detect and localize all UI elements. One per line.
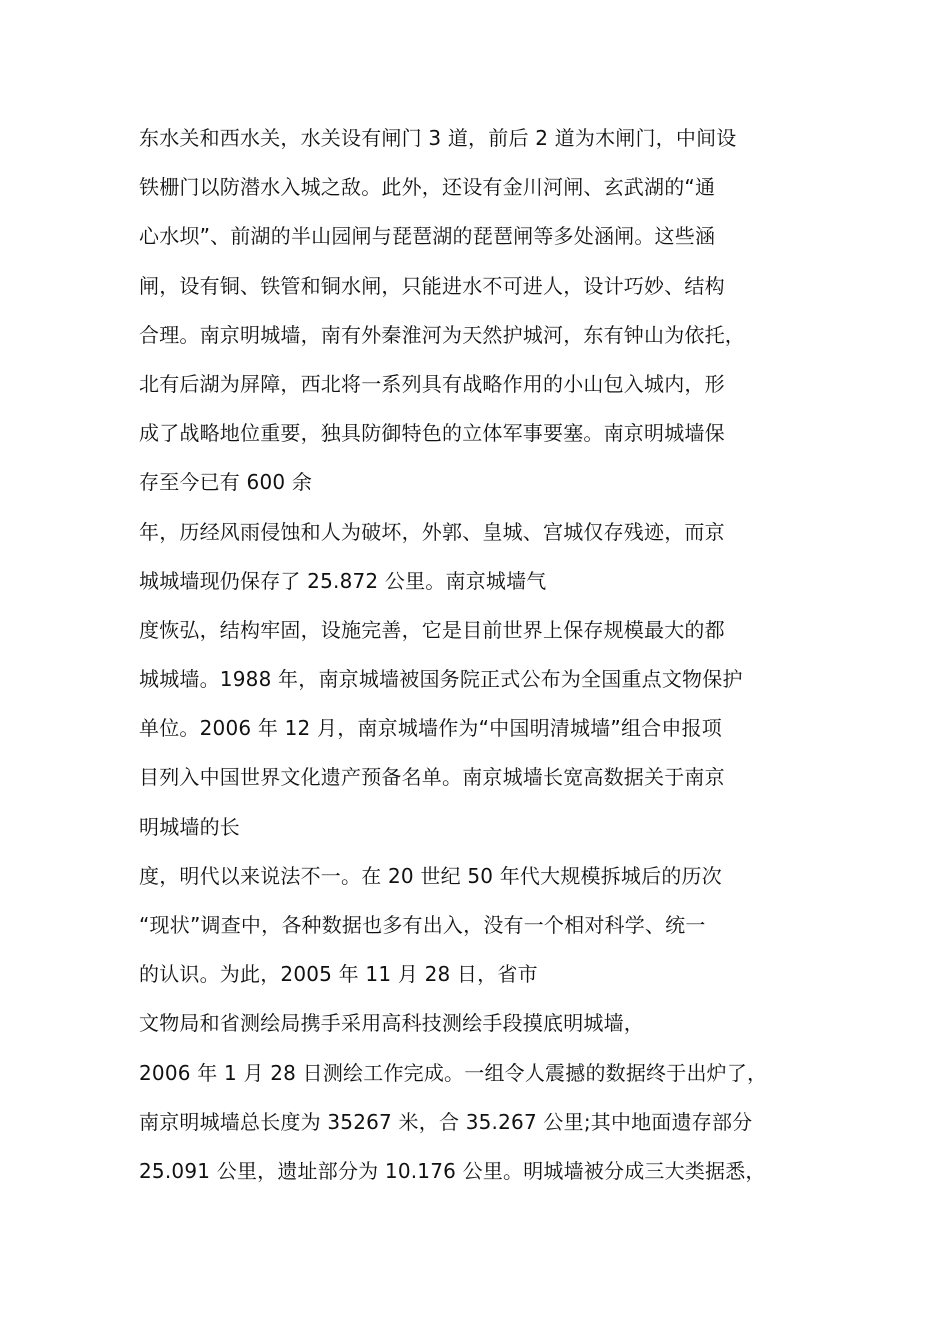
text-line: 铁栅门以防潜水入城之敌。此外，还设有金川河闸、玄武湖的“通 [139,175,716,200]
text-line: 度，明代以来说法不一。在 20 世纪 50 年代大规模拆城后的历次 [139,863,722,888]
text-line: 存至今已有 600 余 [139,470,313,495]
text-line: 闸，设有铜、铁管和铜水闸，只能进水不可进人，设计巧妙、结构 [139,273,725,298]
text-line: 北有后湖为屏障，西北将一系列具有战略作用的小山包入城内，形 [139,371,725,396]
text-line: 明城墙的长 [139,814,240,839]
text-line: “现状”调查中，各种数据也多有出入，没有一个相对科学、统一 [139,913,706,937]
text-line: 城城墙。1988 年，南京城墙被国务院正式公布为全国重点文物保护 [139,667,743,692]
text-line: 合理。南京明城墙，南有外秦淮河为天然护城河，东有钟山为依托， [139,322,745,347]
text-line: 的认识。为此，2005 年 11 月 28 日，省市 [139,962,538,987]
text-line: 单位。2006 年 12 月，南京城墙作为“中国明清城墙”组合申报项 [139,716,722,741]
text-line: 心水坝”、前湖的半山园闸与琵琶湖的琵琶闸等多处涵闸。这些涵 [139,224,716,249]
text-line: 文物局和省测绘局携手采用高科技测绘手段摸底明城墙， [139,1011,644,1036]
text-line: 南京明城墙总长度为 35267 米，合 35.267 公里;其中地面遗存部分 [139,1109,753,1134]
text-line: 25.091 公里，遗址部分为 10.176 公里。明城墙被分成三大类据悉， [139,1158,766,1183]
text-line: 成了战略地位重要，独具防御特色的立体军事要塞。南京明城墙保 [139,421,725,446]
text-line: 年，历经风雨侵蚀和人为破坏，外郭、皇城、宫城仅存残迹，而京 [139,519,725,544]
text-line: 东水关和西水关，水关设有闸门 3 道，前后 2 道为木闸门，中间设 [139,126,737,150]
text-line: 目列入中国世界文化遗产预备名单。南京城墙长宽高数据关于南京 [139,765,725,790]
text-line: 城城墙现仍保存了 25.872 公里。南京城墙气 [139,568,547,593]
text-line: 度恢弘，结构牢固，设施完善，它是目前世界上保存规模最大的都 [139,617,725,642]
text-line: 2006 年 1 月 28 日测绘工作完成。一组令人震撼的数据终于出炉了， [139,1060,768,1085]
body-text [139,114,819,1196]
